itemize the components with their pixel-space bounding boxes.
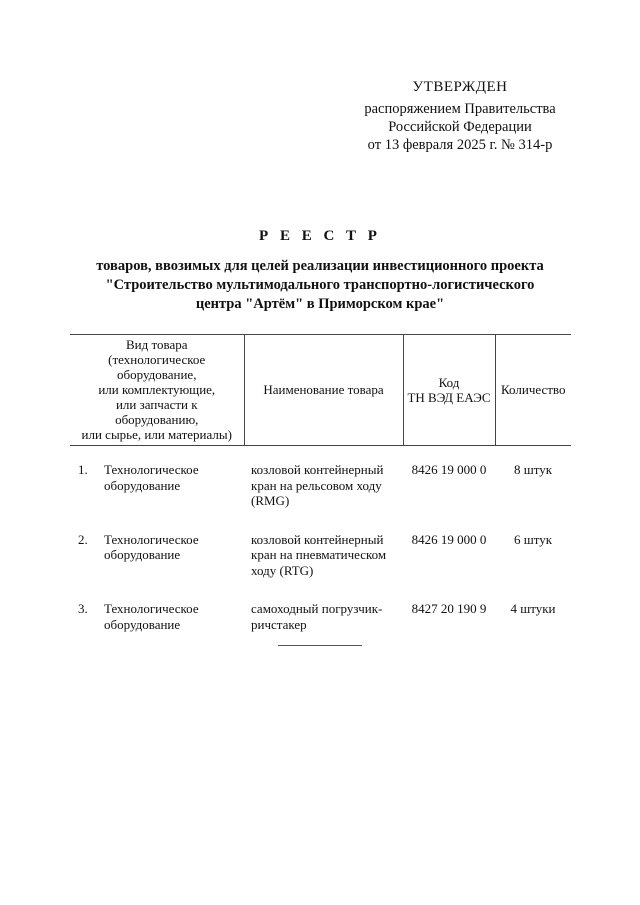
row-number: 1. (78, 462, 88, 477)
approval-block (340, 78, 580, 154)
table-row (70, 446, 571, 532)
name-line: ходу (RTG) (251, 562, 314, 578)
type-cell (70, 446, 244, 532)
type-cell (70, 532, 244, 602)
code-cell: 8427 20 190 9 (411, 601, 487, 616)
reestr-heading: Р Е Е С Т Р (259, 228, 381, 244)
type-cell (70, 601, 244, 655)
name-line: козловой контейнерный (251, 531, 384, 547)
name-cell (244, 601, 403, 655)
header-type-line: Вид товара (125, 337, 188, 352)
name-line: кран на пневматическом (251, 547, 387, 562)
name-line: козловой контейнерный (251, 462, 384, 477)
approval-heading: УТВЕРЖДЕН (412, 79, 508, 95)
registry-table (70, 334, 571, 655)
type-line: Технологическое (104, 601, 199, 616)
type-line: оборудование (104, 616, 181, 632)
type-line: Технологическое (104, 531, 199, 547)
row-number: 2. (78, 531, 88, 547)
name-line: самоходный погрузчик- (251, 601, 383, 616)
approval-line: распоряжением Правительства (364, 101, 556, 117)
code-cell: 8426 19 000 0 (411, 462, 487, 477)
header-type-line: или запчасти к оборудованию, (115, 397, 199, 427)
code-cell: 8426 19 000 0 (411, 531, 487, 547)
title-line: товаров, ввозимых для целей реализации инвестиционного проекта (96, 258, 544, 274)
row-number: 3. (78, 601, 88, 616)
type-line: оборудование (104, 547, 181, 562)
header-name: Наименование товара (244, 335, 403, 446)
name-line: (RMG) (251, 493, 290, 508)
end-divider (278, 645, 362, 646)
type-line: оборудование (104, 477, 181, 493)
name-line: ричстакер (251, 616, 307, 632)
header-type-line: или сырье, или материалы) (81, 427, 232, 442)
header-type-line: (технологическое (108, 352, 206, 367)
name-line: кран на рельсовом ходу (251, 477, 382, 493)
type-line: Технологическое (104, 462, 199, 477)
header-qty: Количество (495, 335, 571, 446)
qty-cell: 8 штук (513, 462, 553, 477)
header-type (70, 335, 244, 446)
qty-cell: 6 штук (513, 531, 553, 547)
approval-line: от 13 февраля 2025 г. № 314-р (367, 137, 553, 153)
header-code-line: ТН ВЭД ЕАЭС (407, 389, 491, 405)
document-title (0, 228, 640, 314)
title-line: "Строительство мультимодального транспортно-логистического (105, 277, 535, 293)
header-code (403, 335, 495, 446)
table-row (70, 601, 571, 655)
approval-line: Российской Федерации (388, 119, 532, 135)
header-type-line: или комплектующие, (98, 382, 216, 397)
table-header-row (70, 335, 571, 446)
title-line: центра "Артём" в Приморском крае" (195, 296, 445, 312)
header-type-line: оборудование, (117, 367, 197, 382)
name-cell (244, 446, 403, 532)
qty-cell: 4 штуки (510, 601, 556, 616)
table-row (70, 532, 571, 602)
name-cell (244, 532, 403, 602)
header-code-line: Код (438, 374, 460, 390)
